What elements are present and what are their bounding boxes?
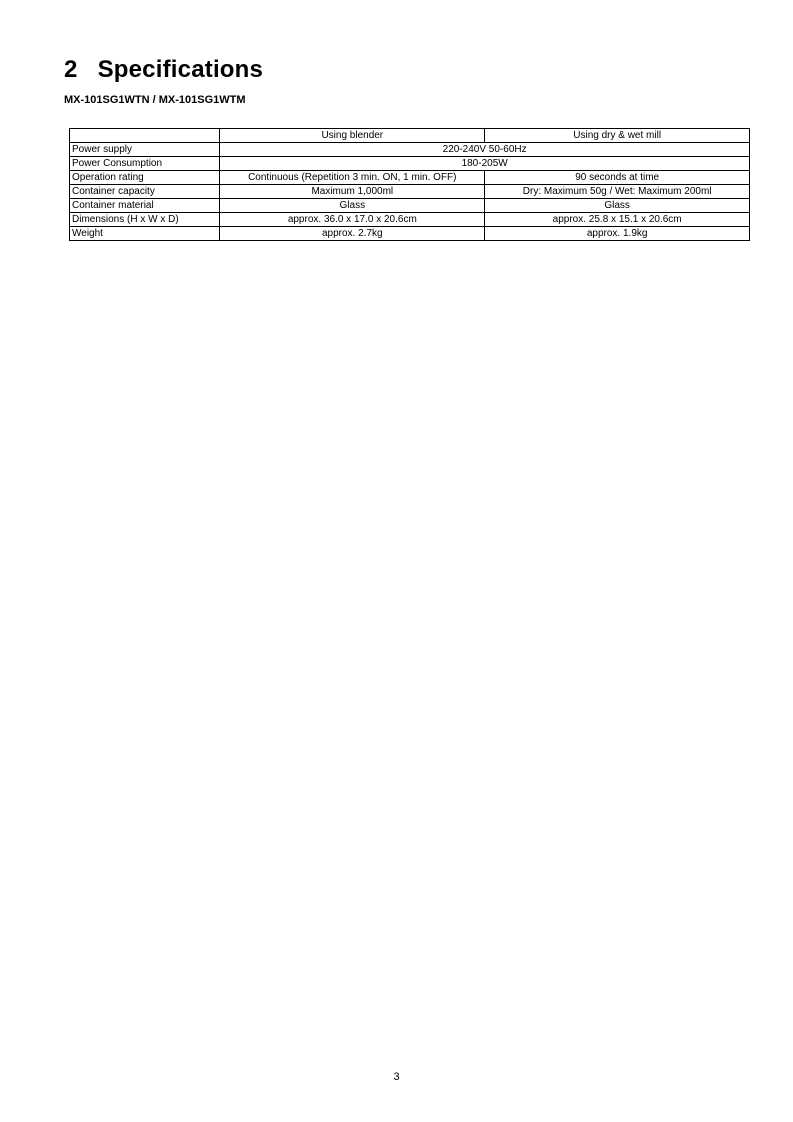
row-value-mill: approx. 25.8 x 15.1 x 20.6cm bbox=[485, 213, 750, 227]
row-value-blender: approx. 36.0 x 17.0 x 20.6cm bbox=[220, 213, 485, 227]
table-row bbox=[70, 171, 750, 185]
section-title: Specifications bbox=[97, 56, 264, 83]
page-number: 3 bbox=[393, 1071, 400, 1083]
row-label: Power supply bbox=[70, 143, 220, 157]
row-value-mill: Glass bbox=[485, 199, 750, 213]
row-value-merged: 180-205W bbox=[220, 157, 750, 171]
table-corner-cell bbox=[70, 129, 220, 143]
row-value-mill: Dry: Maximum 50g / Wet: Maximum 200ml bbox=[485, 185, 750, 199]
table-row bbox=[70, 157, 750, 171]
row-label: Operation rating bbox=[70, 171, 220, 185]
row-value-blender: Maximum 1,000ml bbox=[220, 185, 485, 199]
specifications-table bbox=[69, 128, 750, 241]
row-label: Container material bbox=[70, 199, 220, 213]
row-label: Weight bbox=[70, 227, 220, 241]
row-value-blender: Continuous (Repetition 3 min. ON, 1 min. OFF) bbox=[220, 171, 485, 185]
column-header-mill: Using dry & wet mill bbox=[485, 129, 750, 143]
row-label: Container capacity bbox=[70, 185, 220, 199]
model-numbers: MX-101SG1WTN / MX-101SG1WTM bbox=[64, 94, 246, 106]
row-label: Dimensions (H x W x D) bbox=[70, 213, 220, 227]
row-value-merged: 220-240V 50-60Hz bbox=[220, 143, 750, 157]
table-row bbox=[70, 185, 750, 199]
row-value-mill: 90 seconds at time bbox=[485, 171, 750, 185]
row-value-mill: approx. 1.9kg bbox=[485, 227, 750, 241]
section-heading bbox=[64, 56, 263, 84]
table-row bbox=[70, 213, 750, 227]
row-value-blender: approx. 2.7kg bbox=[220, 227, 485, 241]
section-number: 2 bbox=[64, 56, 78, 83]
table-row bbox=[70, 227, 750, 241]
table-row bbox=[70, 199, 750, 213]
table-row bbox=[70, 143, 750, 157]
row-label: Power Consumption bbox=[70, 157, 220, 171]
table-header-row bbox=[70, 129, 750, 143]
column-header-blender: Using blender bbox=[220, 129, 485, 143]
row-value-blender: Glass bbox=[220, 199, 485, 213]
